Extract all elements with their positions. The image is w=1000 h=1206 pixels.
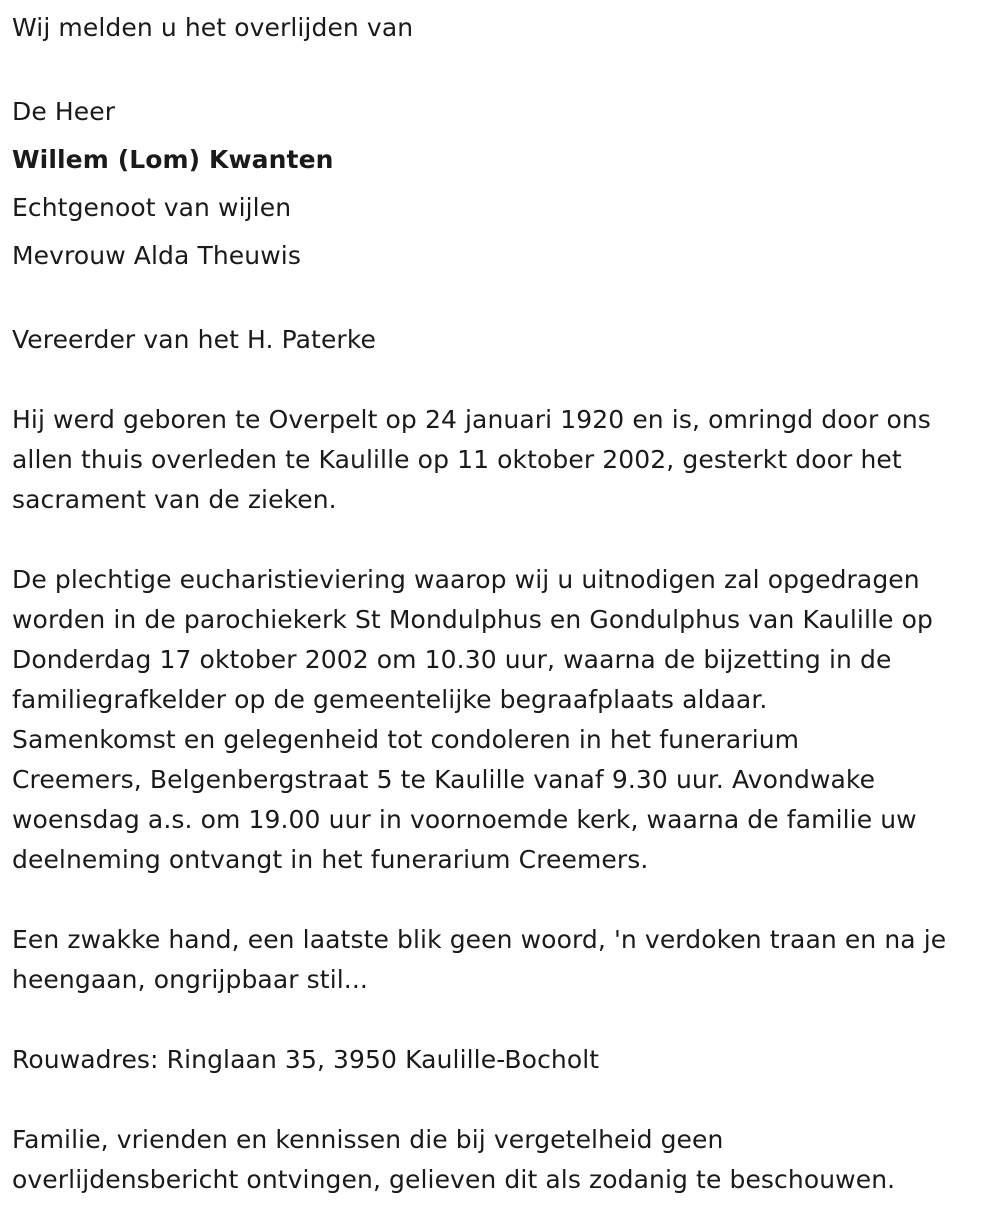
- paragraph-line: Familie, vrienden en kennissen die bij vergetelheid geen: [12, 1125, 724, 1154]
- deceased-block: [12, 88, 1000, 280]
- paragraph-line: heengaan, ongrijpbaar stil...: [12, 965, 368, 994]
- paragraph-line: deelneming ontvangt in het funerarium Creemers.: [12, 845, 649, 874]
- paragraph-line: overlijdensbericht ontvingen, gelieven dit als zodanig te beschouwen.: [12, 1165, 896, 1194]
- closing-paragraph: [12, 1120, 1000, 1200]
- paragraph-line: woensdag a.s. om 19.00 uur in voornoemde kerk, waarna de familie uw: [12, 805, 917, 834]
- spacer: [12, 1080, 1000, 1120]
- quote-paragraph: [12, 920, 1000, 1000]
- paragraph-line: worden in de parochiekerk St Mondulphus en Gondulphus van Kaulille op: [12, 605, 933, 634]
- paragraph-line: Creemers, Belgenbergstraat 5 te Kaulille vanaf 9.30 uur. Avondwake: [12, 765, 876, 794]
- paragraph-line: Samenkomst en gelegenheid tot condoleren in het funerarium: [12, 725, 800, 754]
- paragraph-line: Hij werd geboren te Overpelt op 24 januari 1920 en is, omringd door ons: [12, 405, 931, 434]
- spacer: [12, 360, 1000, 400]
- spacer: [12, 880, 1000, 920]
- ceremony-paragraph: [12, 560, 1000, 880]
- spacer: [12, 48, 1000, 88]
- paragraph-line: Donderdag 17 oktober 2002 om 10.30 uur, waarna de bijzetting in de: [12, 645, 892, 674]
- spouse-line-2: Mevrouw Alda Theuwis: [12, 241, 301, 270]
- paragraph-line: Een zwakke hand, een laatste blik geen woord, 'n verdoken traan en na je: [12, 925, 947, 954]
- spacer: [12, 1000, 1000, 1040]
- paragraph-line: De plechtige eucharistieviering waarop wij u uitnodigen zal opgedragen: [12, 565, 920, 594]
- spacer: [12, 520, 1000, 560]
- paragraph-line: familiegrafkelder op de gemeentelijke begraafplaats aldaar.: [12, 685, 768, 714]
- paragraph-line: sacrament van de zieken.: [12, 485, 337, 514]
- mourning-address: Rouwadres: Ringlaan 35, 3950 Kaulille-Bocholt: [12, 1045, 600, 1074]
- paragraph-line: allen thuis overleden te Kaulille op 11 oktober 2002, gesterkt door het: [12, 445, 902, 474]
- honor-text: Vereerder van het H. Paterke: [12, 325, 376, 354]
- intro-text: Wij melden u het overlijden van: [12, 13, 414, 42]
- deceased-name: Willem (Lom) Kwanten: [12, 145, 334, 174]
- spouse-line-1: Echtgenoot van wijlen: [12, 193, 292, 222]
- birth-paragraph: [12, 400, 1000, 520]
- salutation: De Heer: [12, 97, 116, 126]
- spacer: [12, 280, 1000, 320]
